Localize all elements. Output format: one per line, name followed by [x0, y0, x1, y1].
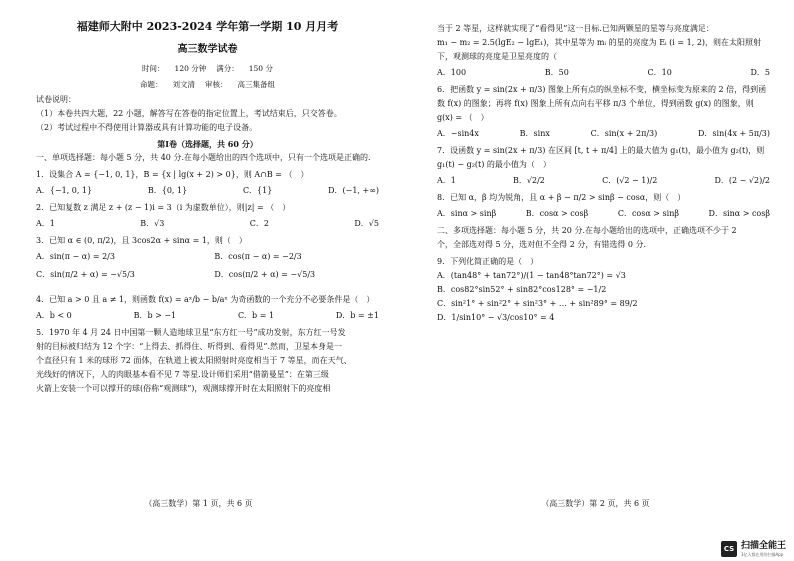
option-b: B．cosα > cosβ — [525, 209, 589, 218]
question-4 — [36, 295, 379, 321]
question-5-cont-line-2: m₁ − m₂ = 2.5(lgE₂ − lgE₁)，其中星等为 mᵢ 的星的亮度为 Eᵢ (i = 1, 2)，则在太阳照射 — [437, 38, 762, 47]
question-5-line-5: 火箭上安装一个可以撑开的球(俗称“观测球”)，观测球撑开时在太阳照射下的亮度相 — [36, 384, 331, 393]
note-2: （2）考试过程中不得使用计算器或具有计算功能的电子设备。 — [36, 123, 258, 132]
exam-title: 福建师大附中 2023-2024 学年第一学期 10 月月考 — [76, 20, 339, 33]
option-d: D．(2 − √2)/2 — [714, 176, 770, 185]
option-b: B．cos(π − α) = −2/3 — [214, 252, 302, 261]
question-1 — [36, 170, 379, 196]
question-5-line-2: 射的目标被归结为 12 个字：“上得去、抓得住、听得到、看得见”.然而，卫星本身是一 — [36, 342, 342, 351]
page-2 — [397, 0, 794, 561]
option-a: A．100 — [437, 68, 467, 77]
review-label: 审核： — [205, 79, 228, 89]
question-8-stem: 8．已知 α，β 均为锐角，且 α + β − π/2 > sinβ − cosα，则（ ） — [437, 193, 686, 202]
option-c: C．sin²1° + sin²2° + sin²3° + … + sin²89° = 89/2 — [437, 299, 638, 308]
option-d: D．1/sin10° − √3/cos10° = 4 — [437, 313, 555, 322]
time-label: 时间： — [142, 64, 165, 74]
notes-title: 试卷说明： — [36, 95, 76, 104]
section-2-heading — [437, 226, 770, 250]
option-c: C．(√2 − 1)/2 — [602, 176, 658, 185]
question-2-stem: 2．已知复数 z 满足 z + (z − 1)i = 3（i 为虚数单位），则|z| = （ ） — [36, 203, 291, 212]
question-9 — [437, 257, 770, 323]
author-value: 刘文清 — [172, 79, 195, 89]
option-b: B．√2/2 — [513, 176, 545, 185]
option-d: D．sinα > cosβ — [708, 209, 770, 218]
question-6 — [437, 85, 770, 139]
watermark-tagline: 3亿人都在用的扫描App — [740, 552, 784, 557]
question-2-options — [36, 219, 379, 229]
option-a: A．b < 0 — [36, 311, 72, 320]
option-b: B．b > −1 — [133, 311, 177, 320]
review-value: 高三集备组 — [237, 79, 275, 89]
option-c: C．2 — [249, 219, 269, 228]
section-2-line-2: 个，全部选对得 5 分，选对但不全得 2 分，有错选得 0 分. — [437, 240, 647, 249]
camscanner-logo-icon: CS — [721, 541, 737, 557]
option-d: D．(−1, +∞) — [328, 186, 379, 195]
question-7-line-1: 7．设函数 y = sin(2x + π/3) 在区间 [t, t + π/4] 上的最大值为 g₁(t)，最小值为 g₂(t)，则 — [437, 146, 765, 155]
question-5-line-4: 光线好的情况下，人的肉眼基本看不见 7 等星.设计师们采用“借箭曼星”：在第三级 — [36, 370, 329, 379]
question-3-stem: 3．已知 α ∈ (0, π/2)，且 3cos2α + sinα = 1，则（ ） — [36, 236, 247, 245]
question-1-stem: 1．设集合 A = {−1, 0, 1}，B = {x | lg(x + 2) > 0}，则 A∩B = （ ） — [36, 170, 309, 179]
question-6-line-1: 6．把函数 y = sin(2x + π/3) 图象上所有点的纵坐标不变，横坐标变为原来的 2 倍，得到函 — [437, 85, 767, 94]
option-c: C．b = 1 — [237, 311, 275, 320]
option-a: A．{−1, 0, 1} — [36, 186, 93, 195]
question-3 — [36, 236, 379, 288]
question-8-options — [437, 209, 770, 219]
part-1-heading: 第Ⅰ卷（选择题，共 60 分） — [157, 139, 258, 149]
question-6-line-2: 数 f(x) 的图象；再将 f(x) 图象上所有点向右平移 π/3 个单位，得到函数 g(x) 的图象，则 — [437, 99, 754, 108]
question-5-line-1: 5．1970 年 4 月 24 日中国第一颗人造地球卫星“东方红一号”成功发射，东方红一号发 — [36, 328, 346, 337]
page-2-footer: （高三数学）第 2 页，共 6 页 — [541, 499, 650, 508]
option-c: C．cosα > sinβ — [617, 209, 679, 218]
note-1: （1）本卷共四大题，22 小题，解答写在答卷的指定位置上，考试结束后，只交答卷。 — [36, 109, 342, 118]
scanner-watermark — [721, 541, 786, 557]
question-7-line-2: g₁(t) − g₂(t) 的最小值为（ ） — [437, 160, 551, 169]
score-label: 满分： — [216, 64, 239, 74]
option-a: A．sin(π − α) = 2/3 — [36, 252, 115, 261]
question-5 — [36, 328, 379, 394]
option-d: D．5 — [750, 68, 770, 77]
question-6-line-3: g(x) = （ ） — [437, 113, 489, 122]
option-a: A．sinα > sinβ — [437, 209, 497, 218]
exam-subtitle: 高三数学试卷 — [177, 43, 238, 55]
question-5-cont-line-3: 下，观测球的亮度是卫星亮度的（ — [437, 52, 557, 61]
time-value: 120 分钟 — [174, 64, 207, 74]
question-4-options — [36, 311, 379, 321]
section-2-line-1: 二、多项选择题：每小题 5 分，共 20 分.在每小题给出的选项中，正确选项不少于 2 — [437, 226, 737, 235]
question-5-cont-line-1: 当于 2 等星，这样就实现了“看得见”这一目标.已知两颗星的星等与亮度满足： — [437, 24, 714, 33]
question-1-options — [36, 186, 379, 196]
option-d: D．sin(4x + 5π/3) — [698, 129, 770, 138]
question-7 — [437, 146, 770, 186]
question-2 — [36, 203, 379, 229]
option-c: C．{1} — [242, 186, 273, 195]
option-c: C．sin(π/2 + α) = −√5/3 — [36, 270, 135, 279]
question-9-stem: 9．下列化简正确的是（ ） — [437, 257, 539, 266]
option-b: B．{0, 1} — [147, 186, 188, 195]
option-c: C．10 — [647, 68, 672, 77]
option-d: D．cos(π/2 + α) = −√5/3 — [214, 270, 316, 279]
option-d: D．b = ±1 — [335, 311, 379, 320]
question-3-options — [36, 252, 379, 288]
option-a: A．−sin4x — [437, 129, 479, 138]
option-a: A．(tan48° + tan72°)/(1 − tan48°tan72°) = √3 — [437, 271, 626, 280]
page-1-footer: （高三数学）第 1 页，共 6 页 — [144, 499, 253, 508]
option-a: A．1 — [36, 219, 55, 228]
question-5-line-3: 个直径只有 1 米的球形 72 面体，在轨道上被太阳照射时亮度相当于 7 等星，而在天气、 — [36, 356, 352, 365]
question-7-options — [437, 176, 770, 186]
watermark-name: 扫描全能王 — [740, 540, 786, 551]
exam-info — [36, 64, 379, 89]
section-1-heading: 一、单项选择题：每小题 5 分，共 40 分.在每小题给出的四个选项中，只有一个选项是正确的. — [36, 153, 371, 162]
question-4-stem: 4．已知 a > 0 且 a ≠ 1，则函数 f(x) = aˣ/b − b/aˣ 为奇函数的一个充分不必要条件是（ ） — [36, 295, 375, 304]
option-b: B．sinx — [519, 129, 550, 138]
option-a: A．1 — [437, 176, 456, 185]
question-8 — [437, 193, 770, 219]
question-5-options — [437, 68, 770, 78]
option-b: B．cos82°sin52° + sin82°cos128° = −1/2 — [437, 285, 607, 294]
option-c: C．sin(x + 2π/3) — [590, 129, 658, 138]
score-value: 150 分 — [248, 64, 273, 74]
option-b: B．50 — [544, 68, 569, 77]
option-d: D．√5 — [354, 219, 379, 228]
option-b: B．√3 — [140, 219, 165, 228]
question-6-options — [437, 129, 770, 139]
author-label: 命题： — [140, 79, 163, 89]
